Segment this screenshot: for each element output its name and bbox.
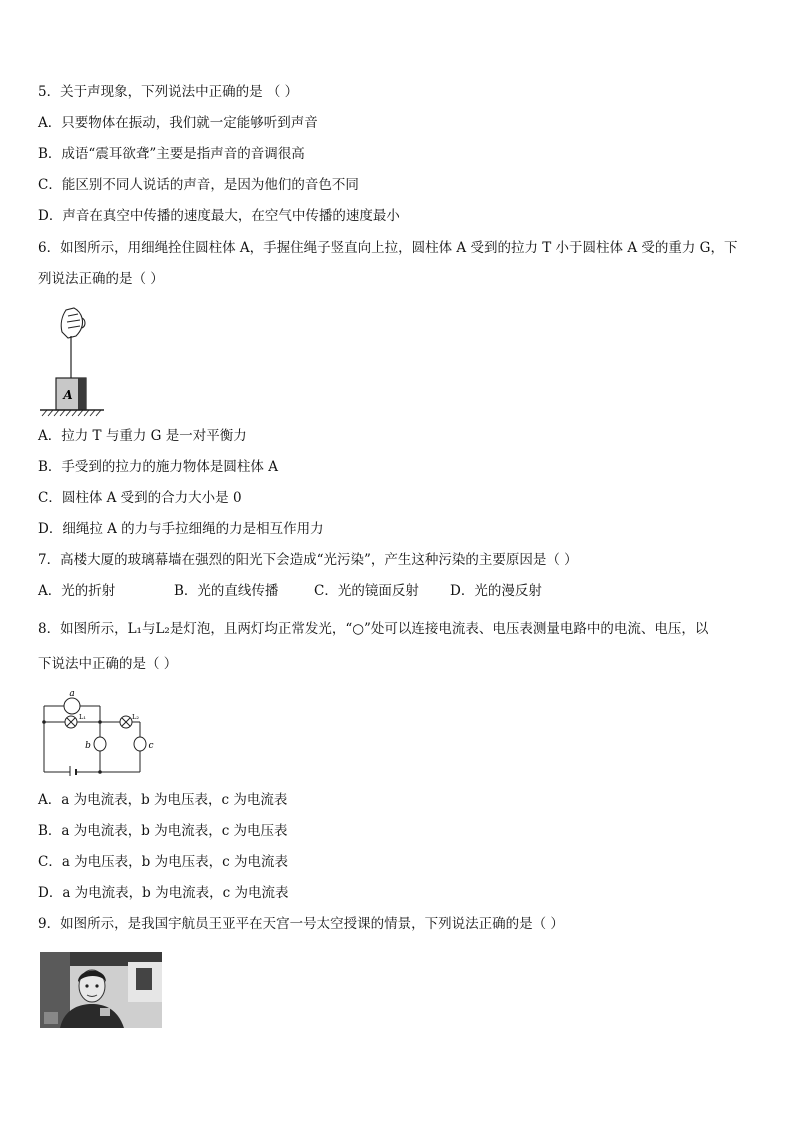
q5-stem: 5．关于声现象，下列说法中正确的是 （ ） <box>38 84 299 100</box>
meter-b <box>94 737 106 751</box>
q6-stem-line2: 列说法正确的是（ ） <box>38 271 164 287</box>
cylinder-label: A <box>63 388 73 402</box>
lamp-l1-icon <box>65 716 77 728</box>
q7-stem: 7．高楼大厦的玻璃幕墙在强烈的阳光下会造成“光污染”，产生这种污染的主要原因是（ ） <box>38 552 578 568</box>
q7-option-a: A．光的折射 <box>38 583 116 599</box>
meter-b-label: b <box>85 741 91 751</box>
q8-option-b: B．a 为电流表，b 为电流表，c 为电压表 <box>38 823 288 839</box>
astronaut-photo-image <box>40 952 162 1028</box>
q9-stem: 9．如图所示，是我国宇航员王亚平在天宫一号太空授课的情景，下列说法正确的是（ ） <box>38 916 564 932</box>
q7-option-b: B．光的直线传播 <box>174 583 279 599</box>
q8-option-d: D．a 为电流表，b 为电流表，c 为电流表 <box>38 885 289 901</box>
meter-a <box>64 698 80 714</box>
q7-option-d: D．光的漫反射 <box>450 583 542 599</box>
q5-option-d: D．声音在真空中传播的速度最大，在空气中传播的速度最小 <box>38 208 400 224</box>
q7-options <box>38 582 542 600</box>
meter-c-label: c <box>148 741 154 751</box>
q5-option-c: C．能区别不同人说话的声音，是因为他们的音色不同 <box>38 177 359 193</box>
meter-c <box>134 737 146 751</box>
lamp-l2-label: L₂ <box>132 713 139 721</box>
q6-option-b: B．手受到的拉力的施力物体是圆柱体 A <box>38 459 278 475</box>
q8-stem-line2: 下说法中正确的是（ ） <box>38 656 178 672</box>
ground-hatch <box>42 410 101 416</box>
q8-option-c: C．a 为电压表，b 为电压表，c 为电流表 <box>38 854 288 870</box>
q6-cylinder-figure <box>38 306 108 418</box>
q6-option-d: D．细绳拉 A 的力与手拉细绳的力是相互作用力 <box>38 521 324 537</box>
q5-option-a: A．只要物体在振动，我们就一定能够听到声音 <box>38 115 318 131</box>
q6-option-c: C．圆柱体 A 受到的合力大小是 0 <box>38 490 242 506</box>
lamp-l1-label: L₁ <box>79 713 86 721</box>
q5-option-b: B．成语“震耳欲聋”主要是指声音的音调很高 <box>38 146 305 162</box>
q9-photo <box>40 952 162 1028</box>
lamp-l2-icon <box>120 716 132 728</box>
cylinder-shade <box>78 378 86 410</box>
q7-option-c: C．光的镜面反射 <box>314 583 419 599</box>
battery-icon <box>70 766 76 776</box>
q8-stem-line1: 8．如图所示，L₁与L₂是灯泡，且两灯均正常发光，“○”处可以连接电流表、电压表测量电路中的电流、电压，以 <box>38 621 709 637</box>
q8-circuit-figure <box>38 686 158 776</box>
q6-stem-line1: 6．如图所示，用细绳拴住圆柱体 A，手握住绳子竖直向上拉，圆柱体 A 受到的拉力 T 小于圆柱体 A 受的重力 G，下 <box>38 240 738 256</box>
q8-option-a: A．a 为电流表，b 为电压表，c 为电流表 <box>38 792 288 808</box>
hand-icon <box>61 308 85 338</box>
meter-a-label: a <box>69 689 75 699</box>
q6-option-a: A．拉力 T 与重力 G 是一对平衡力 <box>38 428 247 444</box>
